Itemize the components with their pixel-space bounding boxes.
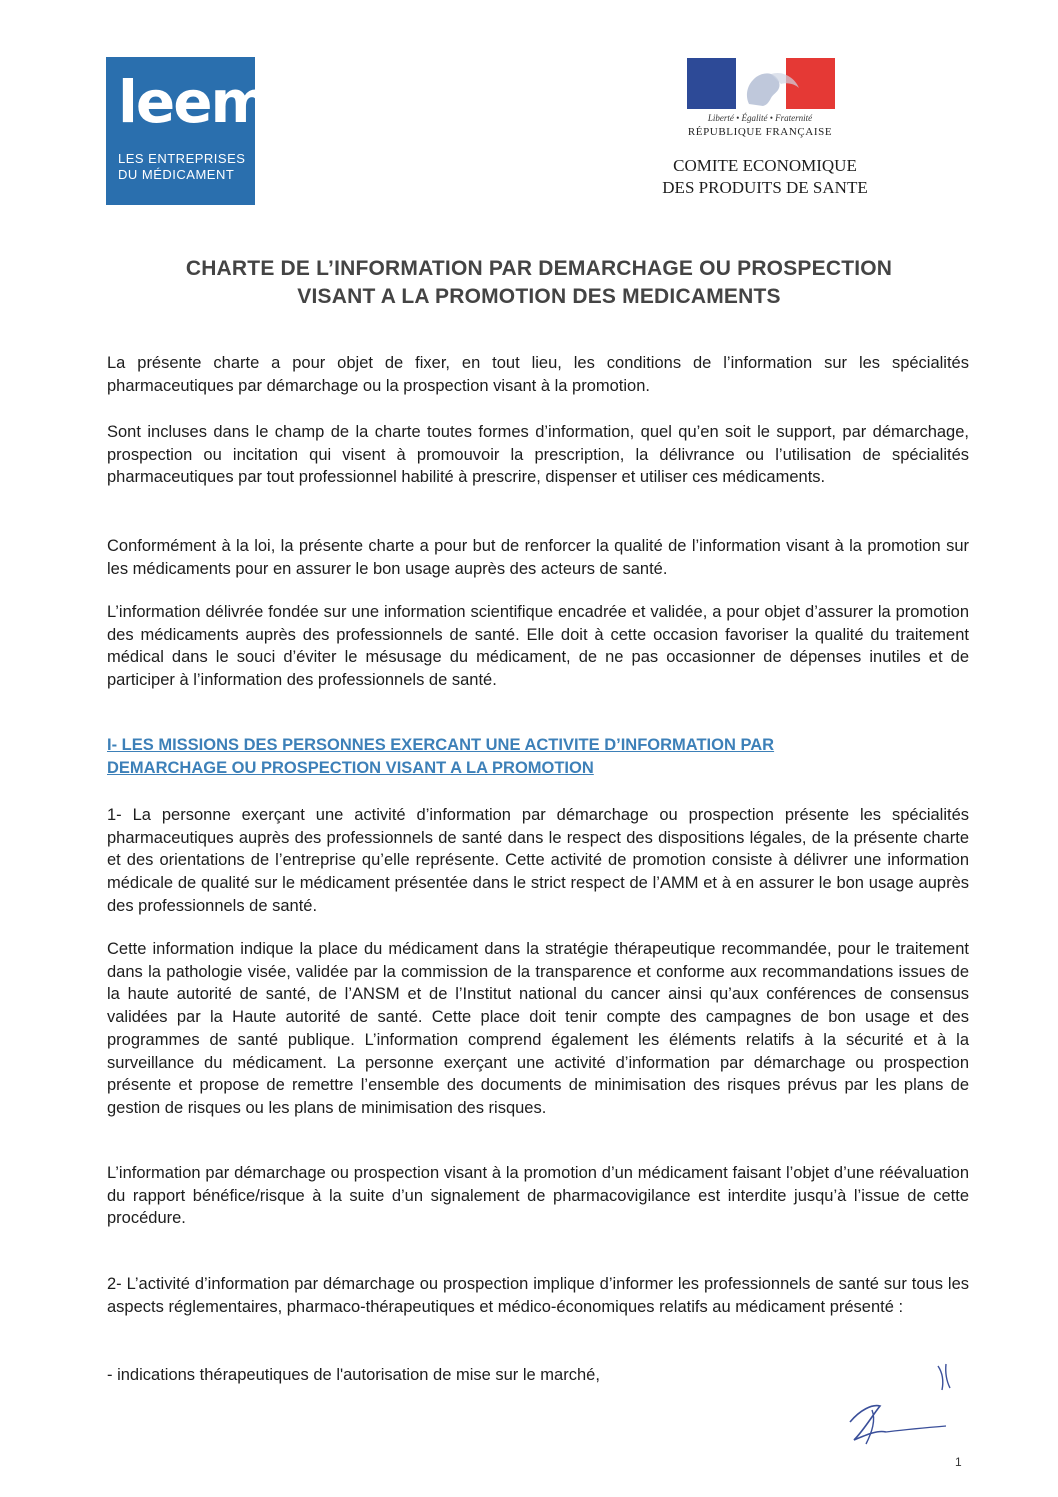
paragraph-scope: Sont incluses dans le champ de la charte toutes formes d’information, quel qu’en soit le support, par démarchage, prospection ou incitation qui visent à promouvoir la prescription, la délivrance ou l’utilisation de spécialités pharmaceutiques par tout professionnel habilité à prescrire, dispenser et utiliser ces médicaments. <box>107 423 969 487</box>
document-title <box>60 255 1018 311</box>
page-number: 1 <box>955 1455 962 1469</box>
section-heading-missions <box>107 734 927 779</box>
paragraph-law: Conformément à la loi, la présente charte a pour but de renforcer la qualité de l’information visant à la promotion sur les médicaments pour en assurer le bon usage auprès des acteurs de santé. <box>107 537 969 578</box>
leem-tagline-line2: DU MÉDICAMENT <box>118 167 235 182</box>
republique-name: RÉPUBLIQUE FRANÇAISE <box>687 126 833 138</box>
leem-logo <box>106 57 269 205</box>
document-title-line1: CHARTE DE L’INFORMATION PAR DEMARCHAGE OU PROSPECTION <box>185 257 893 280</box>
marianne-flag-icon <box>687 58 835 109</box>
paragraph-mission-1: 1- La personne exerçant une activité d’information par démarchage ou prospection présente les spécialités pharmaceutiques auprès des professionnels de santé dans le respect des dispositions légales, de la présente charte et des orientations de l’entreprise qu’elle représente. Cette activité de promotion consiste à délivrer une information médicale de qualité sur le médicament présentée dans le strict respect de l’AMM et à en assurer le bon usage auprès des professionnels de santé. <box>107 806 969 915</box>
leem-wordmark: leem <box>118 68 269 136</box>
list-item-indications: - indications thérapeutiques de l'autorisation de mise sur le marché, <box>107 1366 600 1384</box>
paragraph-therapeutic-strategy: Cette information indique la place du médicament dans la stratégie thérapeutique recommandée, pour le traitement dans la pathologie visée, validée par la commission de la transparence et conforme aux recommandations issues de la haute autorité de santé, de l’ANSM et de l’Institut national du cancer ainsi qu’aux conférences de consensus validées par la Haute autorité de santé. Cette place doit tenir compte des campagnes de bon usage et des programmes de santé publique. L’information comprend également les éléments relatifs à la sécurité et à la surveillance du médicament. La personne exerçant une activité d’information par démarchage ou prospection présente et propose de remettre l’ensemble des documents de minimisation des risques prévus par les plans de gestion de risques ou les plans de minimisation des risques. <box>107 940 969 1117</box>
committee-line1: COMITE ECONOMIQUE <box>673 156 857 175</box>
committee-line2: DES PRODUITS DE SANTE <box>662 178 868 197</box>
committee-name <box>600 155 930 199</box>
handwritten-initials <box>842 1360 962 1450</box>
section-heading-line1: I- LES MISSIONS DES PERSONNES EXERCANT UNE ACTIVITE D’INFORMATION PAR <box>107 736 775 754</box>
document-title-line2: VISANT A LA PROMOTION DES MEDICAMENTS <box>297 285 781 308</box>
leem-tagline-line1: LES ENTREPRISES <box>118 151 246 166</box>
paragraph-mission-2: 2- L’activité d’information par démarchage ou prospection implique d’informer les professionnels de santé sur tous les aspects réglementaires, pharmaco-thérapeutiques et médico-économiques relatifs au médicament présenté : <box>107 1275 969 1316</box>
paragraph-information: L’information délivrée fondée sur une information scientifique encadrée et validée, a pour objet d’assurer la promotion des médicaments auprès des professionnels de santé. Elle doit à cette occasion favoriser la qualité du traitement médical dans le souci d’éviter le mésusage du médicament, de ne pas occasionner de dépenses inutiles et de participer à l’information des professionnels de santé. <box>107 603 969 690</box>
paragraph-reevaluation: L’information par démarchage ou prospection visant à la promotion d’un médicament faisant l’objet d’une réévaluation du rapport bénéfice/risque à la suite d’un signalement de pharmacovigilance est interdite jusqu’à l’issue de cette procédure. <box>107 1164 969 1228</box>
section-heading-line2: DEMARCHAGE OU PROSPECTION VISANT A LA PROMOTION <box>107 758 594 777</box>
paragraph-purpose: La présente charte a pour objet de fixer, en tout lieu, les conditions de l’information sur les spécialités pharmaceutiques par démarchage ou la prospection visant à la promotion. <box>107 354 969 395</box>
republique-motto: Liberté • Égalité • Fraternité <box>707 113 813 123</box>
leem-tagline <box>118 151 250 183</box>
